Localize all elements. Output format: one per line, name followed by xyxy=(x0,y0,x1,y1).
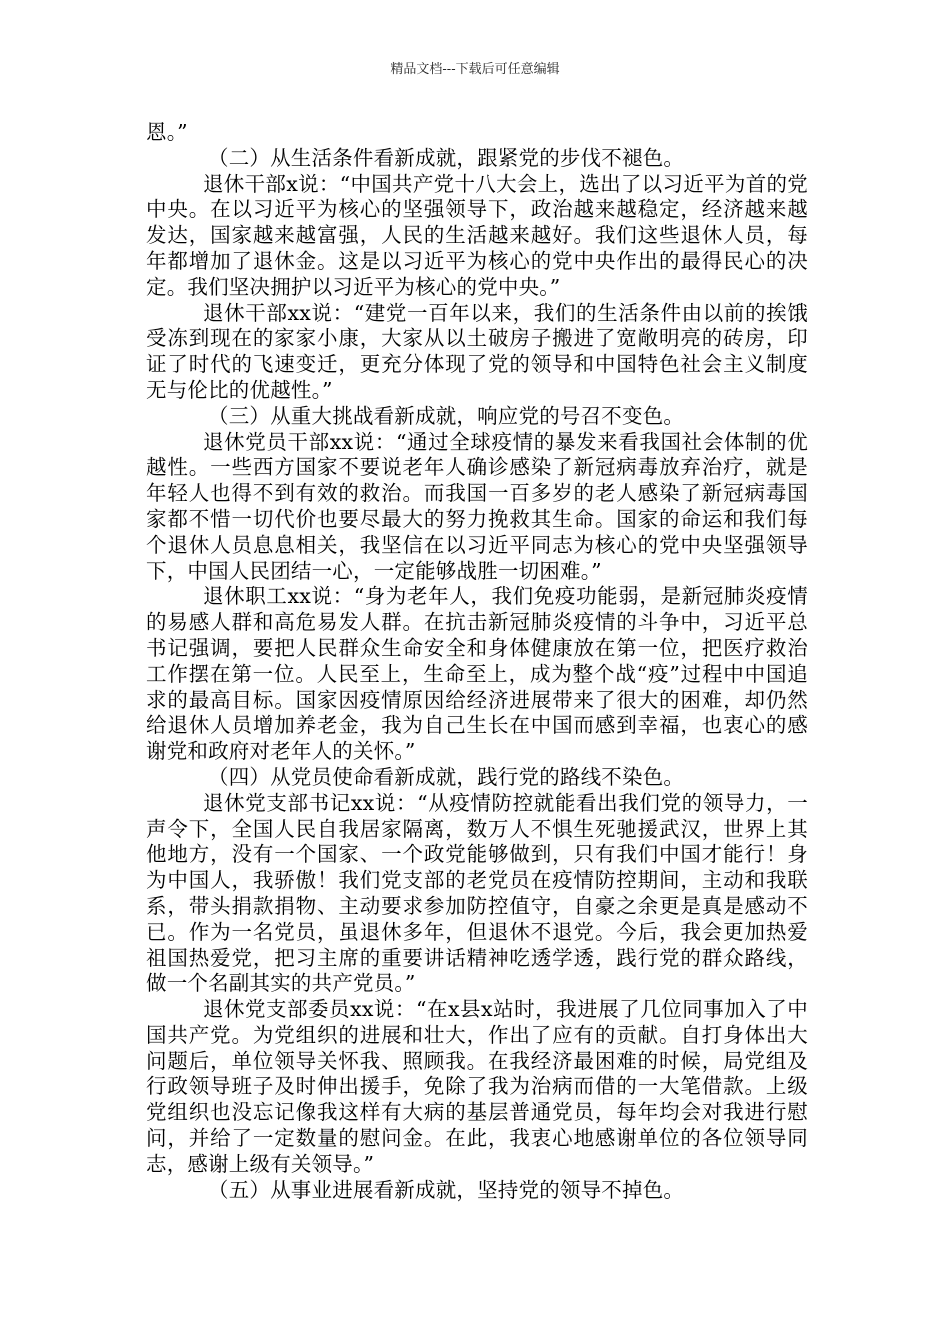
paragraph-quote: 退休干部xx说：“建党一百年以来，我们的生活条件由以前的挨饿受冻到现在的家家小康，大家从以土破房子搬进了宽敞明亮的砖房，印证了时代的飞速变迁，更充分体现了党的领导和中国特色社会主义制度无与伦比的优越性。” xyxy=(146,300,808,402)
document-body xyxy=(146,120,808,1203)
paragraph-quote: 退休党支部委员xx说：“在x县x站时，我进展了几位同事加入了中国共产党。为党组织的进展和壮大，作出了应有的贡献。自打身体出大问题后，单位领导关怀我、照顾我。在我经济最困难的时候，局党组及行政领导班子及时伸出援手，免除了我为治病而借的一大笔借款。上级党组织也没忘记像我这样有大病的基层普通党员，每年均会对我进行慰问，并给了一定数量的慰问金。在此，我衷心地感谢单位的各位领导同志，感谢上级有关领导。” xyxy=(146,997,808,1176)
section-heading-3: （三）从重大挑战看新成就，响应党的号召不变色。 xyxy=(208,403,685,428)
section-heading-5: （五）从事业进展看新成就，坚持党的领导不掉色。 xyxy=(208,1177,685,1202)
page-header: 精品文档---下载后可任意编辑 xyxy=(390,62,560,77)
paragraph-quote: 退休党员干部xx说：“通过全球疫情的暴发来看我国社会体制的优越性。一些西方国家不要说老年人确诊感染了新冠病毒放弃治疗，就是年轻人也得不到有效的救治。而我国一百多岁的老人感染了新冠病毒国家都不惜一切代价也要尽最大的努力挽救其生命。国家的命运和我们每个退休人员息息相关，我坚信在以习近平同志为核心的党中央坚强领导下，中国人民团结一心，一定能够战胜一切困难。” xyxy=(146,429,808,583)
paragraph-continuation: 恩。” xyxy=(146,120,188,144)
section-heading-2: （二）从生活条件看新成就，跟紧党的步伐不褪色。 xyxy=(208,145,685,170)
paragraph-quote: 退休干部x说：“中国共产党十八大会上，选出了以习近平为首的党中央。在以习近平为核心的坚强领导下，政治越来越稳定，经济越来越发达，国家越来越富强，人民的生活越来越好。我们这些退休人员，每年都增加了退休金。这是以习近平为核心的党中央作出的最得民心的决定。我们坚决拥护以习近平为核心的党中央。” xyxy=(146,171,808,299)
paragraph-quote: 退休党支部书记xx说：“从疫情防控就能看出我们党的领导力，一声令下，全国人民自我居家隔离，数万人不惧生死驰援武汉，世界上其他地方，没有一个国家、一个政党能够做到，只有我们中国才能行！身为中国人，我骄傲！我们党支部的老党员在疫情防控期间，主动和我联系，带头捐款捐物、主动要求参加防控值守，自豪之余更是真是感动不已。作为一名党员，虽退休多年，但退休不退党。今后，我会更加热爱祖国热爱党，把习主席的重要讲话精神吃透学透，践行党的群众路线，做一个名副其实的共产党员。” xyxy=(146,790,808,996)
paragraph-quote: 退休职工xx说：“身为老年人，我们免疫功能弱，是新冠肺炎疫情的易感人群和高危易发人群。在抗击新冠肺炎疫情的斗争中，习近平总书记强调，要把人民群众生命安全和身体健康放在第一位，把医疗救治工作摆在第一位。人民至上，生命至上，成为整个战“疫”过程中中国追求的最高目标。国家因疫情原因给经济进展带来了很大的困难，却仍然给退休人员增加养老金，我为自己生长在中国而感到幸福，也衷心的感谢党和政府对老年人的关怀。” xyxy=(146,584,808,764)
section-heading-4: （四）从党员使命看新成就，践行党的路线不染色。 xyxy=(208,764,685,789)
